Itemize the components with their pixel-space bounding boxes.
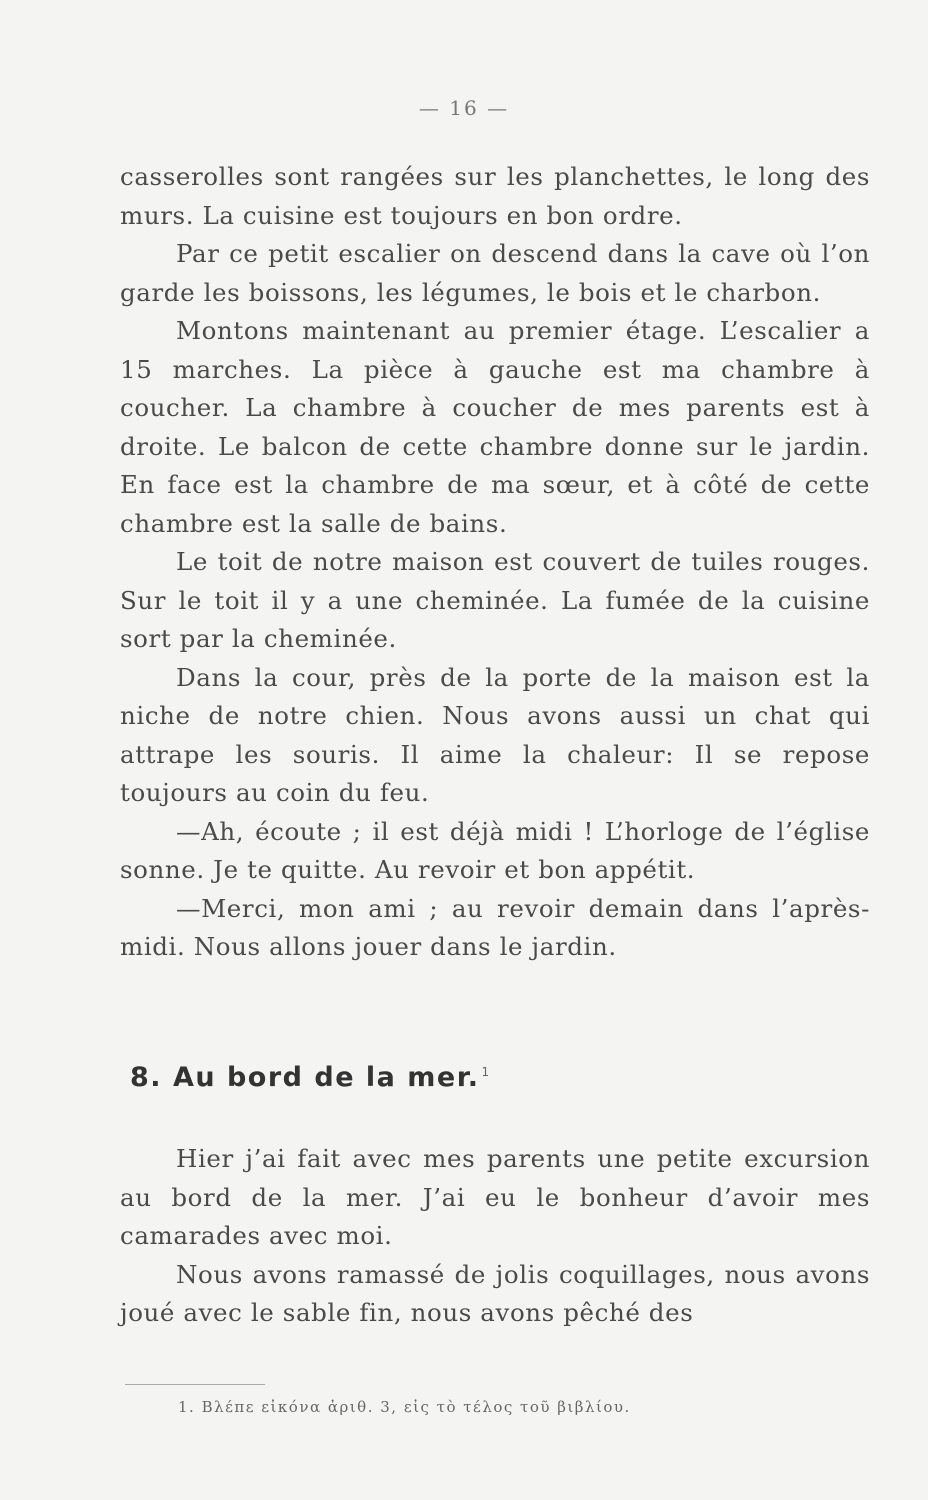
- paragraph-excursion: Hier j’ai fait avec mes parents une petite excursion au bord de la mer. J’ai eu le bonheur d’avoir mes camarades avec moi.: [120, 1144, 870, 1250]
- text-block-seaside: [120, 1140, 870, 1333]
- text-block-house: [120, 158, 870, 967]
- paragraph-cellar: Par ce petit escalier on descend dans la cave où l’on garde les boissons, les légumes, le bois et le charbon.: [120, 239, 870, 307]
- paragraph-shells: Nous avons ramassé de jolis coquillages, nous avons joué avec le sable fin, nous avons pêché des: [120, 1259, 870, 1327]
- paragraph-kitchen: casserolles sont rangées sur les planchettes, le long des murs. La cuisine est toujours en bon ordre.: [120, 162, 870, 230]
- paragraph-dialog-noon: —Ah, écoute ; il est déjà midi ! L’horloge de l’église sonne. Je te quitte. Au revoir et bon appétit.: [120, 816, 870, 884]
- paragraph-dialog-thanks: —Merci, mon ami ; au revoir demain dans l’après-midi. Nous allons jouer dans le jardin.: [120, 893, 870, 961]
- paragraph-courtyard: Dans la cour, près de la porte de la maison est la niche de notre chien. Nous avons aussi un chat qui attrape les souris. Il aime la chaleur: Il se repose toujours au coin du feu.: [120, 662, 870, 807]
- footnote-text: 1. Βλέπε εἰκόνα ἀριθ. 3, εἰς τὸ τέλος τοῦ βιβλίου.: [178, 1398, 631, 1416]
- footnote-divider: [125, 1384, 265, 1385]
- page-number: — 16 —: [418, 96, 510, 120]
- section-title: 8. Au bord de la mer.: [130, 1062, 480, 1093]
- footnote-marker: 1: [481, 1065, 491, 1079]
- paragraph-roof: Le toit de notre maison est couvert de tuiles rouges. Sur le toit il y a une cheminée. La fumée de la cuisine sort par la cheminée.: [120, 547, 870, 653]
- paragraph-first-floor: Montons maintenant au premier étage. L’escalier a 15 marches. La pièce à gauche est ma chambre à coucher. La chambre à coucher de mes parents est à droite. Le balcon de cette chambre donne sur le jardin. En face est la chambre de ma sœur, et à côté de cette chambre est la salle de bains.: [120, 316, 870, 538]
- section-heading: [130, 1062, 491, 1093]
